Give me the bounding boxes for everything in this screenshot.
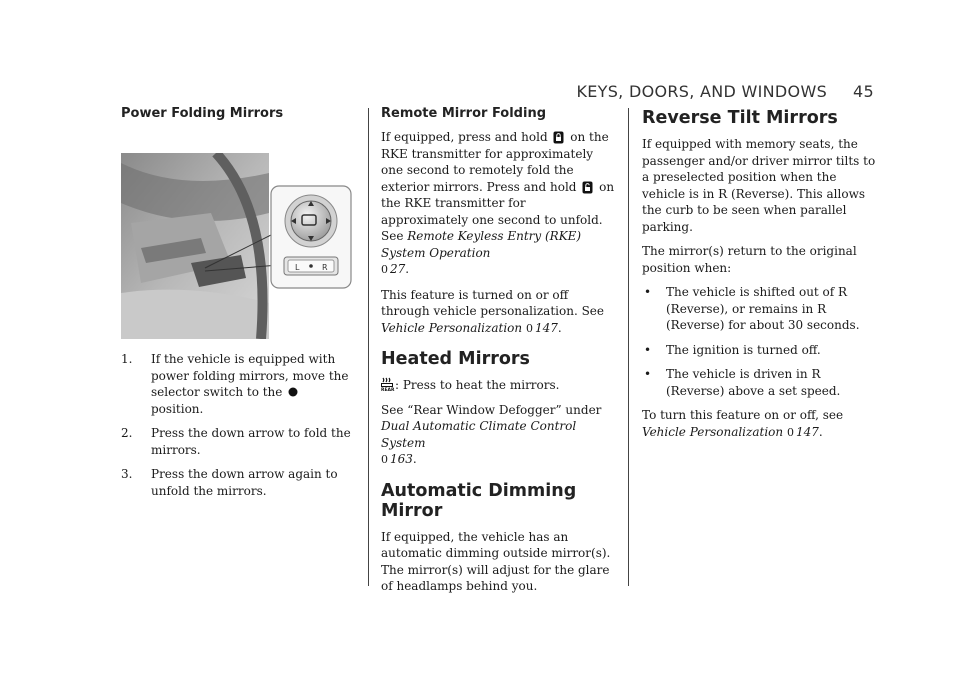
reverse-tilt-intro: If equipped with memory seats, the passenger and/or driver mirror tilts to a preselected position when the vehicle is in R (Reverse). This allows the curb to be seen when parallel parking. (642, 137, 876, 234)
remote-folding-title: Remote Mirror Folding (381, 106, 547, 121)
auto-dimming-text: If equipped, the vehicle has an automatic dimming outside mirror(s). The mirror(s) will adjust for the glare of headlamps behind you. (381, 529, 611, 593)
reverse-tilt-title: Reverse Tilt Mirrors (642, 108, 838, 128)
rke-unlock-icon (582, 181, 593, 194)
page-ref[interactable]: 27 (390, 262, 406, 276)
column-divider (628, 108, 629, 586)
list-item: • The vehicle is shifted out of R (Reverse), or remains in R (Reverse) for about 30 seconds. (644, 285, 860, 332)
step-text: Press the down arrow again to unfold the mirrors. (151, 467, 338, 498)
step-text: Press the down arrow to fold the mirrors. (151, 426, 351, 457)
remote-personalization-text: This feature is turned on or off through vehicle personalization. See Vehicle Personalization 0 147. (381, 287, 604, 335)
page-number: 45 (853, 82, 874, 101)
list-item: • The ignition is turned off. (644, 342, 821, 357)
vehicle-personalization-link[interactable]: Vehicle Personalization (381, 320, 523, 335)
svg-text:L: L (295, 263, 300, 272)
page-ref[interactable]: 147 (795, 424, 819, 439)
climate-control-link[interactable]: Dual Automatic Climate Control System (381, 419, 577, 450)
step-text: position. (151, 401, 204, 416)
page-ref[interactable]: 147 (534, 320, 558, 335)
page-ref-arrow: 0 (525, 321, 533, 335)
mirror-switch-photo (121, 153, 353, 339)
return-conditions-list (642, 284, 878, 399)
list-item: 3. Press the down arrow again to unfold the mirrors. (121, 466, 353, 499)
column-2 (381, 106, 615, 603)
power-folding-title: Power Folding Mirrors (121, 106, 284, 121)
column-1 (121, 106, 353, 507)
column-3 (642, 106, 878, 449)
list-item: • The vehicle is driven in R (Reverse) above a set speed. (644, 367, 841, 398)
remote-keyless-link[interactable]: Remote Keyless Entry (RKE) System Operation (381, 229, 582, 260)
vehicle-personalization-link[interactable]: Vehicle Personalization (642, 424, 784, 439)
auto-dimming-title: Automatic Dimming Mirror (381, 480, 577, 521)
reverse-tilt-return: The mirror(s) return to the original position when: (642, 244, 857, 275)
heated-mirrors-see: See “Rear Window Defogger” under Dual Automatic Climate Control System 0 163. (381, 402, 602, 466)
heated-mirrors-text: REAR : Press to heat the mirrors. (381, 378, 560, 392)
svg-text:REAR: REAR (381, 388, 395, 391)
heated-mirrors-title: Heated Mirrors (381, 349, 530, 369)
folding-steps (121, 351, 353, 499)
column-divider (368, 108, 369, 586)
page-ref-arrow: 0 (786, 425, 794, 439)
page-ref-arrow: 0 (381, 453, 388, 466)
page-ref[interactable]: 163 (390, 452, 413, 466)
rke-lock-icon (553, 131, 564, 144)
list-item: 2. Press the down arrow to fold the mirrors. (121, 425, 353, 458)
reverse-tilt-personalization: To turn this feature on or off, see Vehicle Personalization 0 147. (642, 408, 844, 439)
list-item: 1. If the vehicle is equipped with power folding mirrors, move the selector switch to the position. (121, 352, 349, 416)
rear-defogger-icon (381, 377, 395, 391)
mirror-fold-position-icon (288, 387, 298, 399)
page-header (576, 82, 874, 101)
section-title: KEYS, DOORS, AND WINDOWS (576, 82, 828, 101)
page-ref-arrow: 0 (381, 263, 388, 276)
svg-text:R: R (322, 263, 328, 272)
step-text: If the vehicle is equipped with power folding mirrors, move the selector switch to the (151, 352, 349, 399)
remote-folding-text: If equipped, press and hold on the RKE transmitter for approximately one second to remotely fold the exterior mirrors. Press and hold on the RKE transmitter for approximately one second to unfold. See Remote Keyless Entry (RKE) System Operation 0 27. (381, 130, 615, 276)
